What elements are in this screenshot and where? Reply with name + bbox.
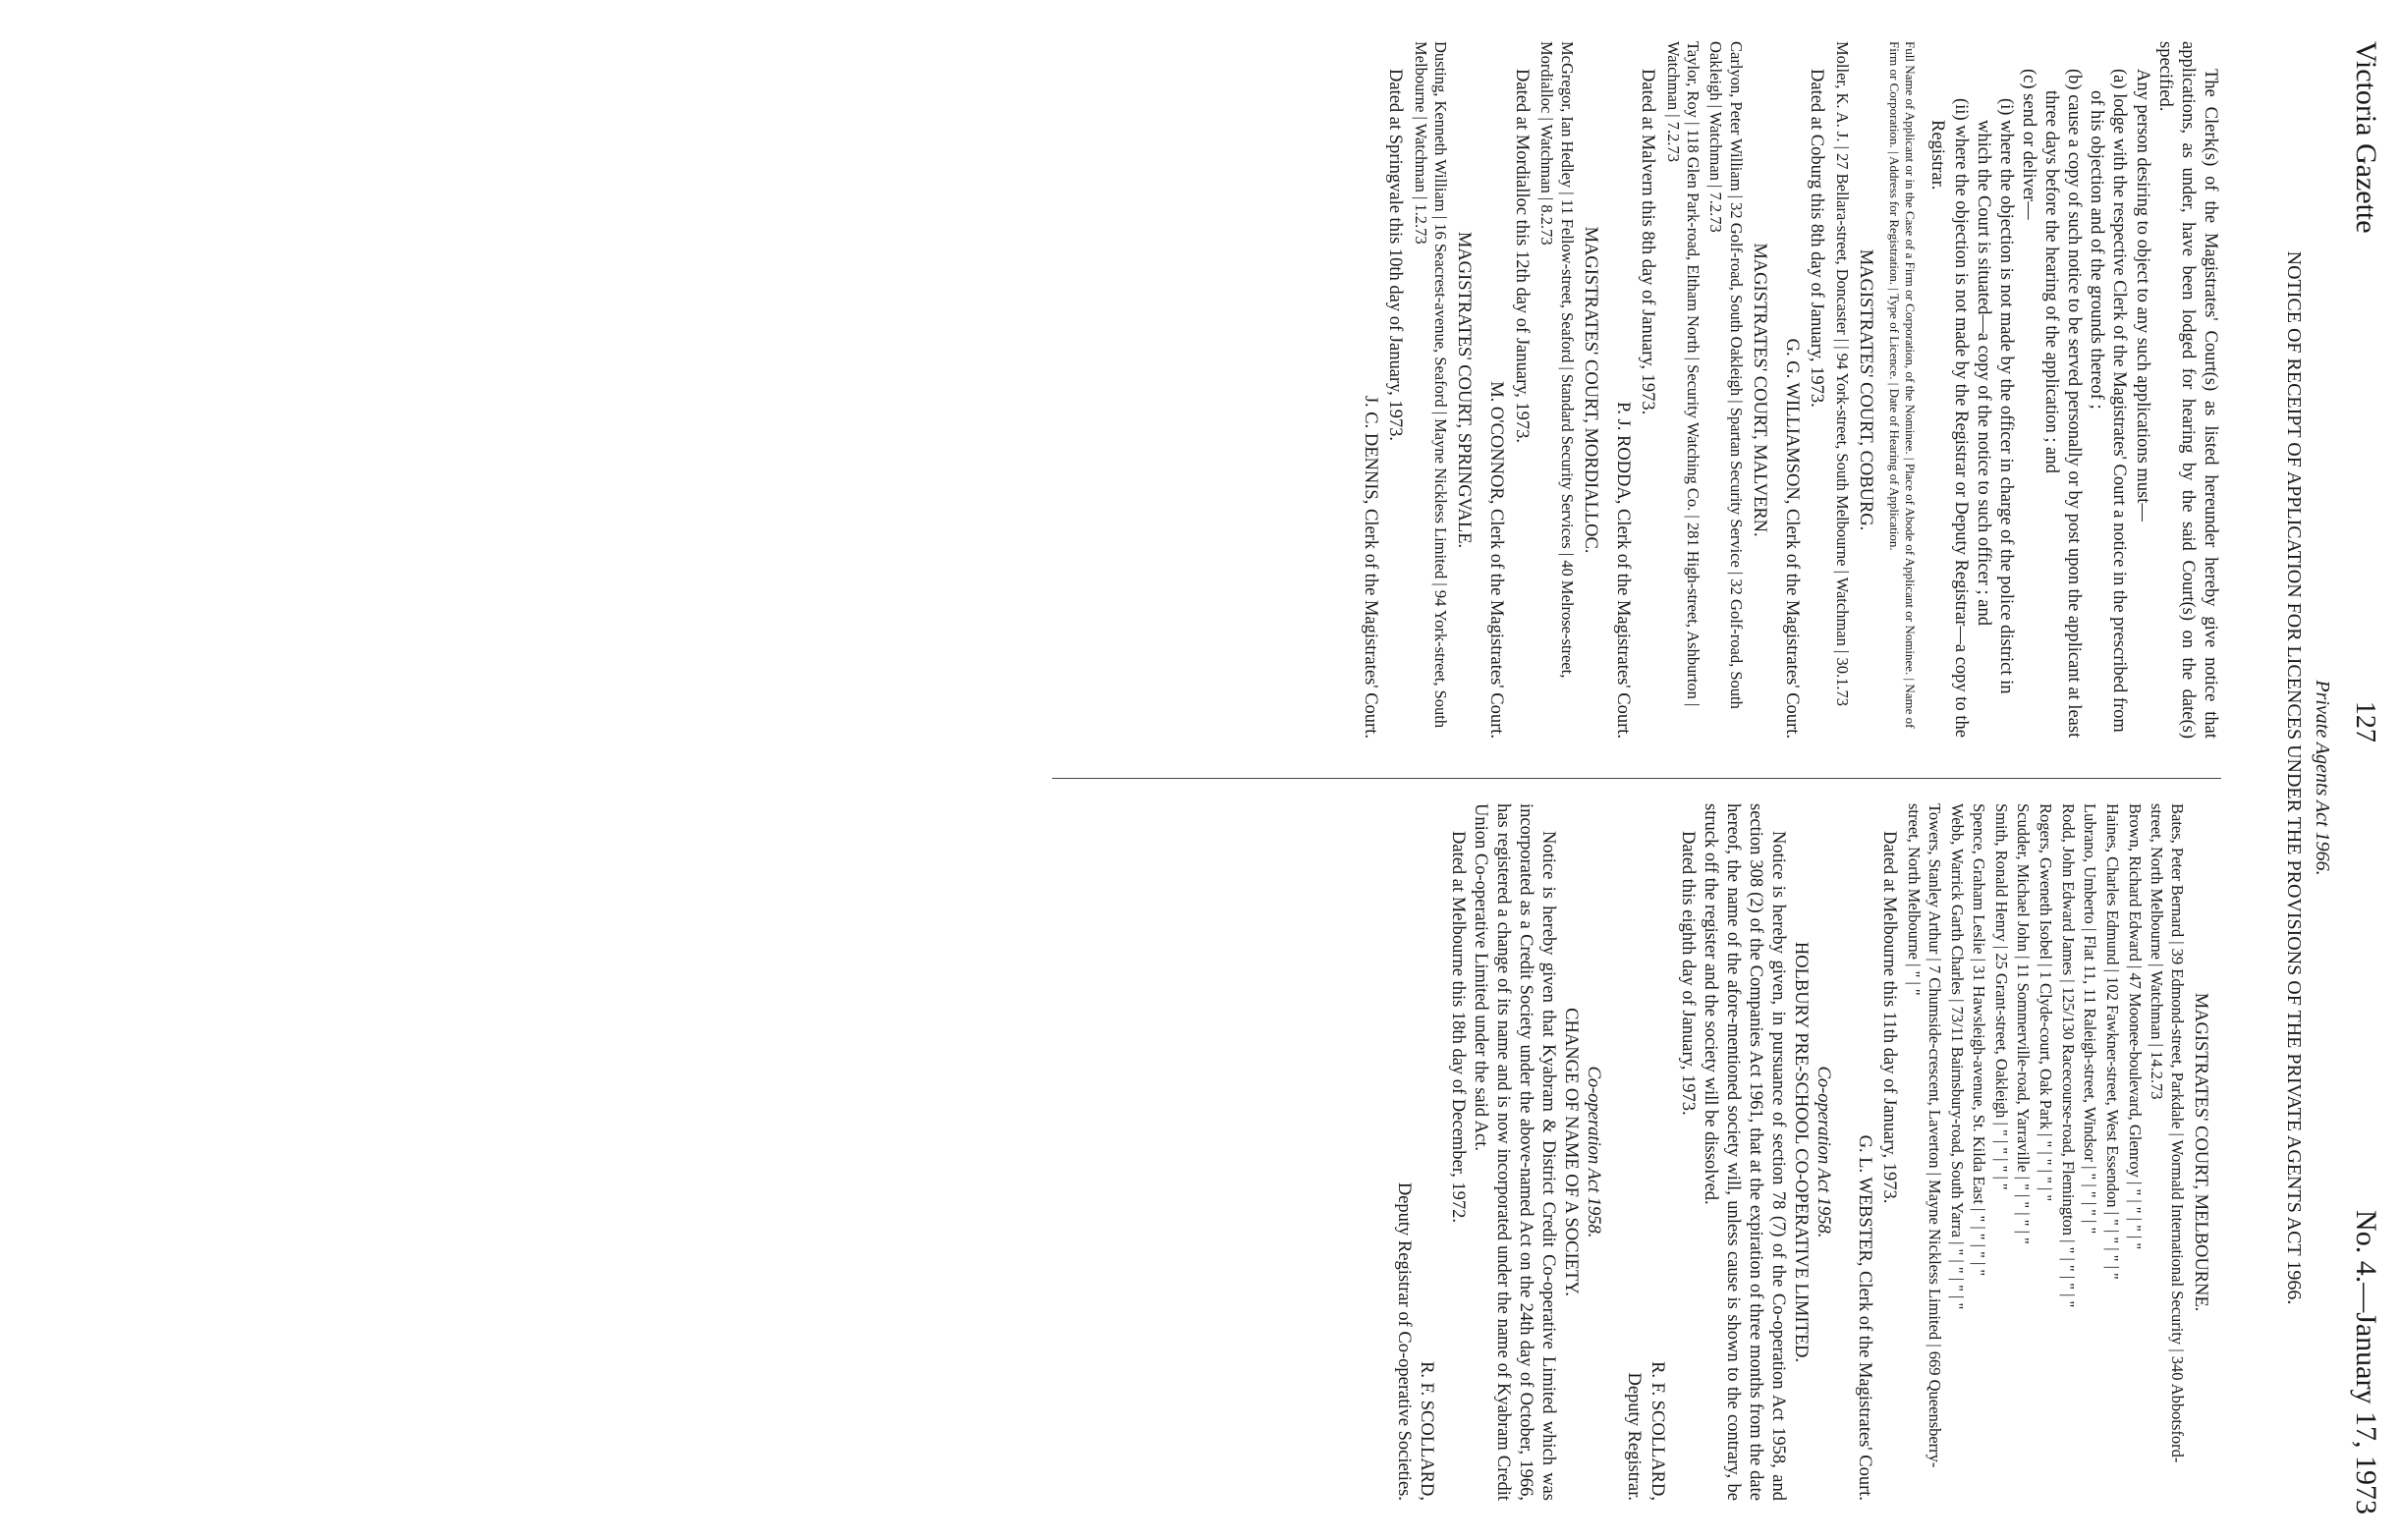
right-column (1392, 803, 2221, 1501)
table-cell: Brown, Richard Edward (2125, 803, 2145, 962)
page-number: 127 (2350, 700, 2380, 742)
table-cell: 32 Golf-road, South Oakleigh (1706, 41, 1746, 709)
table-cell: Flat 11, 11 Raleigh-street, Windsor (2081, 935, 2100, 1162)
table-cell: " (1970, 1251, 1989, 1258)
table-cell: 27 Bellara-street, Doncaster (1832, 153, 1852, 335)
table-cell: 7 Chumside-crescent, Laverton (1926, 964, 1944, 1169)
table-cell: " (2037, 1194, 2056, 1202)
table-cell: " (2125, 1225, 2145, 1232)
table-row: Rogers, Gweneth Isobel | 1 Clyde-court, Oak Park | " | " | " | " (2037, 803, 2056, 1202)
court-dated: Dated at Malvern this 8th day of January, 1973. (1638, 69, 1658, 415)
change-name-role: Deputy Registrar of Co-operative Societies. (1394, 1182, 1415, 1501)
change-name-title: CHANGE OF NAME OF A SOCIETY. (1561, 1008, 1582, 1296)
table-cell: " (1947, 1302, 1967, 1310)
table-cell: Mayne Nickless Limited (1926, 1180, 1944, 1341)
table-row: Taylor, Roy | 118 Glen Park-road, Eltham North | Security Watching Co. | 281 High-street, Ashburton | Watchman | 7.2.73 (1663, 41, 1703, 707)
holbury-act: Co-operation Act 1958. (1814, 1066, 1834, 1238)
table-cell: Dusting, Kenneth William (1431, 41, 1451, 212)
table-cell: Lubrano, Umberto (2081, 803, 2100, 924)
court-name: MAGISTRATES' COURT, MORDIALLOC. (1581, 226, 1600, 554)
table-cell: 32 Golf-road, South Oakleigh (1726, 202, 1746, 397)
table-cell: 118 Glen Park-road, Eltham North (1684, 129, 1703, 354)
table-cell: Watchman (1706, 111, 1726, 181)
table-cell: " (1991, 1165, 2011, 1173)
court-dated: Dated at Mordialloc this 12th day of January, 1973. (1511, 69, 1532, 444)
court-section (1359, 41, 1476, 739)
table-cell: 1.2.73 (1411, 203, 1430, 245)
court-section (1484, 41, 1601, 739)
change-name-body: Notice is hereby given that Kyabram & District Credit Co-operative Limited which was incorporated as a Credit Society under the above-named Act on the 24th day of October, 1966, has registered a change of its name and is now incorporated under the name of Kyabram Credit Union Co-operative Limited under the said Act. (1470, 803, 1559, 1501)
table-cell: " (2037, 1177, 2056, 1183)
table-cell: " (2081, 1173, 2100, 1181)
table-cell: Haines, Charles Edmund (2103, 803, 2122, 965)
table-cell: 25 Grant-street, Oakleigh (1991, 953, 2011, 1119)
court-name: MAGISTRATES' COURT, MELBOURNE. (2191, 992, 2210, 1312)
table-cell: 39 Edmond-street, Parkdale (2167, 948, 2187, 1129)
table-cell: " (1970, 1269, 1989, 1277)
table-row: Scudder, Michael John | 11 Sommerville-road, Yarraville | " | " | " | " (2014, 803, 2034, 1244)
act-heading: Private Agents Act 1966. (2312, 680, 2333, 876)
table-cell: " (2103, 1254, 2122, 1262)
court-clerk: J. C. DENNIS, Clerk of the Magistrates' Court. (1360, 395, 1380, 739)
table-cell: 11 Fellow-street, Seaford (1557, 198, 1577, 363)
table-cell: 94 York-street, South Melbourne (1411, 41, 1451, 729)
table-cell: " (1991, 1182, 2011, 1190)
table-cell: " (2058, 1246, 2078, 1254)
court-clerk: G. G. WILLIAMSON, Clerk of the Magistrates' Court. (1782, 338, 1802, 739)
table-cell: Taylor, Roy (1684, 41, 1703, 118)
table-cell: 73/11 Bairnsbury-road, South Yarra (1947, 1006, 1967, 1238)
table-cell: 11 Sommerville-road, Yarraville (2014, 962, 2034, 1173)
table-cell: Towers, Stanley Arthur (1926, 803, 1944, 955)
court-name: MAGISTRATES' COURT, SPRINGVALE. (1454, 231, 1475, 549)
courts-list (1359, 41, 1876, 739)
clause-c-ii: (ii) where the objection is not made by the Registrar or Deputy Registrar—a copy to the Registrar. (1927, 98, 1971, 738)
court-section (1853, 803, 2212, 1501)
col-head-date: Date of Hearing of Application. (1887, 388, 1903, 551)
col-head-name: Full Name of Applicant or in the Case of a Firm or Corporation, of the Nominee. (1903, 41, 1919, 455)
left-column (1359, 41, 2221, 739)
clause-a: (a) lodge with the respective Clerk of the Magistrates' Court a notice in the prescribed from of his objection and of the grounds thereof ; (2087, 69, 2130, 733)
table-cell: " (1991, 1147, 2011, 1155)
court-clerk: G. L. WEBSTER, Clerk of the Magistrates' Court. (1854, 1134, 1874, 1501)
intro-paragraph: The Clerk(s) of the Magistrates' Court(s) as listed hereunder hereby give notice that applications, as under, have been lodged for hearing by the said Court(s) on the date(s) specified. (2154, 41, 2220, 739)
table-cell: Rodd, John Edward James (2058, 803, 2078, 976)
holbury-dated: Dated this eighth day of January, 1973. (1677, 831, 1698, 1116)
table-cell: " (2014, 1201, 2034, 1209)
issue-date: No. 4.—January 17, 1973 (2350, 1210, 2382, 1514)
court-dated: Dated at Springvale this 10th day of January, 1973. (1385, 69, 1405, 441)
holbury-notice (1622, 803, 1834, 1501)
notice-title: NOTICE OF RECEIPT OF APPLICATION FOR LICENCES UNDER THE PROVISIONS OF THE PRIVATE AGENTS ACT 1966. (2283, 250, 2305, 1305)
holbury-signatory: R. F. SCOLLARD, (1647, 1361, 1667, 1501)
court-section (1780, 41, 1876, 739)
table-cell: Webb, Warrick Garth Charles (1947, 803, 1967, 995)
table-cell: " (2037, 1140, 2056, 1148)
change-name-dated: Dated at Melbourne this 18th day of December, 1972. (1447, 831, 1468, 1223)
table-cell: 47 Moonee-boulevard, Glenroy (2125, 972, 2145, 1178)
table-cell: Watchman (1537, 124, 1557, 193)
table-row: McGregor, Ian Hedley | 11 Fellow-street, Seaford | Standard Security Services | 40 Melrose-street, Mordialloc | Watchman | 8.2.73 (1537, 41, 1577, 679)
table-cell: Security Watching Co. (1684, 364, 1703, 512)
table-cell: Wormald International Security (2167, 1139, 2187, 1346)
table-cell: Moller, K. A. J. (1832, 41, 1852, 142)
change-name-signatory: R. F. SCOLLARD, (1417, 1361, 1437, 1501)
table-row: Webb, Warrick Garth Charles | 73/11 Bairnsbury-road, South Yarra | " | " | " | " (1947, 803, 1967, 1310)
clause-c-i: (i) where the objection is not made by the officer in charge of the police district in which the Court is situated—a copy of the notice to such officer ; and (1973, 98, 2016, 694)
table-cell: " (2103, 1273, 2122, 1280)
table-row: Towers, Stanley Arthur | 7 Chumside-crescent, Laverton | Mayne Nickless Limited | 669 Queensberry-street, North Melbourne | " | " (1905, 803, 1944, 1468)
table-cell: " (2125, 1206, 2145, 1214)
table-cell: 30.1.73 (1832, 657, 1852, 706)
court-name: MAGISTRATES' COURT, COBURG. (1855, 248, 1875, 531)
table-row: Moller, K. A. J. | 27 Bellara-street, Doncaster | | 94 York-street, South Melbourne | Watchman | 30.1.73 (1832, 41, 1852, 706)
table-cell: " (2081, 1227, 2100, 1235)
table-cell: " (2103, 1219, 2122, 1226)
holbury-role: Deputy Registrar. (1624, 1372, 1645, 1501)
table-cell: Watchman (2148, 970, 2167, 1040)
table-row: Bates, Peter Bernard | 39 Edmond-street, Parkdale | Wormald International Security | 340 Abbotsford-street, North Melbourne | Watchman | 14.2.73 (2148, 803, 2187, 1463)
table-cell: McGregor, Ian Hedley (1557, 41, 1577, 189)
table-cell: " (1970, 1215, 1989, 1223)
table-cell: 16 Seacrest-avenue, Seaford (1431, 223, 1451, 408)
court-dated: Dated at Coburg this 8th day of January, 1973. (1807, 69, 1827, 408)
table-cell: Rogers, Gweneth Isobel (2037, 803, 2056, 961)
table-row: Lubrano, Umberto | Flat 11, 11 Raleigh-street, Windsor | " | " | " | " (2081, 803, 2100, 1235)
change-name-notice (1392, 803, 1604, 1501)
col-head-firm: Name of Firm or Corporation. (1887, 41, 1919, 729)
table-cell: " (1905, 970, 1925, 978)
court-section (1611, 41, 1770, 739)
objection-intro: Any person desiring to object to any such applications must— (2132, 69, 2152, 522)
table-cell: 281 High-street, Ashburton (1684, 522, 1703, 699)
table-cell: " (2058, 1283, 2078, 1290)
table-cell: " (2125, 1242, 2145, 1250)
table-row: Spence, Graham Leslie | 31 Hawsleigh-avenue, St. Kilda East | " | " | " | " (1970, 803, 1989, 1277)
table-cell: 1 Clyde-court, Oak Park (2037, 970, 2056, 1129)
table-cell: 31 Hawsleigh-avenue, St. Kilda East (1970, 965, 1989, 1204)
court-clerk: P. J. RODDA, Clerk of the Magistrates' Court. (1613, 402, 1634, 739)
table-row: Smith, Ronald Henry | 25 Grant-street, Oakleigh | " | " | " | " (1991, 803, 2011, 1190)
column-headings: Full Name of Applicant or in the Case of a Firm or Corporation, of the Nominee. | Place of Abode of Applicant or Nominee. | Name of Firm or Corporation. | Address for Registration. | Type of Licence. | Date of Hearing of Application. (1887, 41, 1919, 729)
holbury-title: HOLBURY PRE-SCHOOL CO-OPERATIVE LIMITED. (1791, 941, 1812, 1363)
table-cell: " (2081, 1190, 2100, 1198)
table-cell: 14.2.73 (2148, 1050, 2167, 1100)
table-cell: " (2037, 1158, 2056, 1166)
table-cell: " (1991, 1128, 2011, 1136)
table-cell: " (1970, 1233, 1989, 1240)
court-name: MAGISTRATES' COURT, MALVERN. (1749, 243, 1769, 537)
table-cell: Smith, Ronald Henry (1991, 803, 2011, 942)
table-cell: " (2014, 1183, 2034, 1190)
table-row: Carlyon, Peter William | 32 Golf-road, South Oakleigh | Spartan Security Service | 32 Golf-road, South Oakleigh | Watchman | 7.2.73 (1706, 41, 1746, 709)
table-cell: " (2103, 1237, 2122, 1244)
table-cell: 94 York-street, South Melbourne (1832, 353, 1852, 567)
table-cell: 669 Queensberry-street, North Melbourne (1905, 803, 1944, 1468)
holbury-body: Notice is hereby given, in pursuance of section 78 (7) of the Co-operation Act 1958, and section 308 (2) of the Companies Act 1961, that at the expiration of three months from the date hereof, the name of the afore-mentioned society will, unless cause is shown to the contrary, be struck off the register and the society will be dissolved. (1700, 803, 1789, 1501)
table-cell: " (1947, 1285, 1967, 1292)
court-dated: Dated at Melbourne this 11th day of January, 1973. (1878, 831, 1899, 1204)
col-head-abode: Place of Abode of Applicant or Nominee. (1903, 463, 1919, 676)
column-divider (1052, 778, 2221, 779)
table-cell: " (2058, 1300, 2078, 1308)
table-cell: 340 Abbotsford-street, North Melbourne (2148, 803, 2187, 1463)
table-cell: Spartan Security Service (1726, 407, 1746, 568)
col-head-address: Address for Registration. (1887, 156, 1903, 286)
table-cell: Mayne Nickless Limited (1431, 418, 1451, 579)
table-cell: Watchman (1663, 41, 1683, 111)
table-cell: " (2014, 1219, 2034, 1227)
table-cell: 8.2.73 (1537, 204, 1557, 246)
table-cell: Spence, Graham Leslie (1970, 803, 1989, 955)
table-cell: Scudder, Michael John (2014, 803, 2034, 953)
table-cell: Standard Security Services (1557, 373, 1577, 549)
publication-title: Victoria Gazette (2350, 41, 2382, 234)
table-cell: 7.2.73 (1663, 121, 1683, 162)
table-row: Brown, Richard Edward | 47 Moonee-boulevard, Glenroy | " | " | " | " (2125, 803, 2145, 1250)
courts-list-continued (1853, 803, 2212, 1501)
page-header (2339, 41, 2382, 1514)
table-row: Dusting, Kenneth William | 16 Seacrest-avenue, Seaford | Mayne Nickless Limited | 94 York-street, South Melbourne | Watchman | 1.2.73 (1411, 41, 1451, 729)
table-cell: Watchman (1832, 577, 1852, 646)
table-cell: " (2125, 1188, 2145, 1196)
table-cell: " (2081, 1209, 2100, 1216)
table-cell: Watchman (1411, 123, 1430, 192)
clause-c: (c) send or deliver— (2019, 69, 2038, 220)
table-cell: " (1905, 988, 1925, 996)
table-cell: " (1947, 1266, 1967, 1274)
table-cell: 125/130 Racecourse-road, Flemington (2058, 986, 2078, 1237)
table-row: Haines, Charles Edmund | 102 Fawkner-street, West Essendon | " | " | " | " (2103, 803, 2122, 1280)
court-clerk: M. O'CONNOR, Clerk of the Magistrates' Court. (1486, 381, 1507, 739)
table-cell: " (2058, 1264, 2078, 1272)
col-head-licence: Type of Licence. (1887, 294, 1903, 380)
table-row: Rodd, John Edward James | 125/130 Racecourse-road, Flemington | " | " | " | " (2058, 803, 2078, 1308)
table-cell: 7.2.73 (1706, 192, 1726, 233)
table-cell: " (2014, 1238, 2034, 1244)
change-name-act: Co-operation Act 1958. (1584, 1066, 1604, 1238)
table-cell: Carlyon, Peter William (1726, 41, 1746, 192)
clause-b: (b) cause a copy of such notice to be served personally or by post upon the applicant at least three days before the hearing of the application ; and (2041, 69, 2085, 739)
table-cell: 40 Melrose-street, Mordialloc (1537, 41, 1577, 679)
table-cell: " (1947, 1248, 1967, 1256)
table-cell: Bates, Peter Bernard (2167, 803, 2187, 938)
table-cell: 102 Fawkner-street, West Essendon (2103, 976, 2122, 1208)
